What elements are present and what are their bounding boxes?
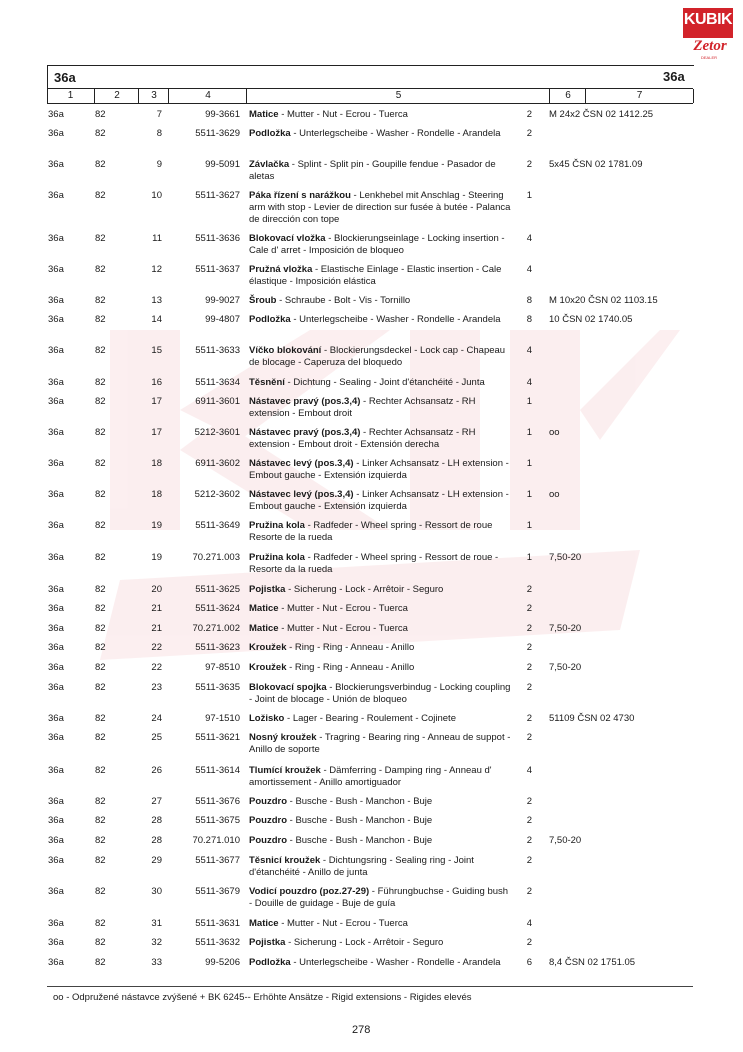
quantity-cell: 2	[526, 682, 532, 693]
note-cell: M 24x2 ČSN 02 1412.25	[549, 109, 654, 120]
section-cell: 36a	[48, 109, 64, 120]
quantity-cell: 2	[526, 937, 532, 948]
part-translations: - Dichtungsring - Sealing ring - Joint d'étanchéité - Anillo de junta	[249, 855, 474, 878]
logo-top-text: KUBIK	[683, 11, 733, 28]
part-translations: - Lager - Bearing - Roulement - Cojinete	[284, 713, 456, 724]
quantity-cell: 4	[526, 233, 532, 244]
group-cell: 82	[95, 937, 106, 948]
note-cell: 7,50-20	[549, 662, 582, 673]
logo-sub-text: DEALER	[701, 55, 718, 60]
section-cell: 36a	[48, 584, 64, 595]
part-translations: - Ring - Ring - Anneau - Anillo	[286, 662, 415, 673]
group-cell: 82	[95, 957, 106, 968]
position-cell: 22	[151, 662, 162, 673]
part-number-cell: 5511-3676	[195, 796, 240, 807]
quantity-cell: 1	[526, 520, 532, 531]
part-number-cell: 5511-3679	[195, 886, 240, 897]
part-name: Nástavec pravý (pos.3,4)	[249, 396, 361, 407]
position-cell: 26	[151, 765, 162, 776]
part-translations: - Busche - Bush - Manchon - Buje	[287, 815, 433, 826]
description-cell	[249, 918, 511, 930]
position-cell: 30	[151, 886, 162, 897]
description-cell	[249, 314, 511, 326]
quantity-cell: 2	[526, 642, 532, 653]
note-cell: 7,50-20	[549, 552, 582, 563]
part-name: Pojistka	[249, 937, 286, 948]
part-number-cell: 70.271.010	[192, 835, 240, 846]
section-cell: 36a	[48, 713, 64, 724]
part-translations: - Linker Achsansatz - LH extension -Embout gauche - Extensión izquierda	[249, 489, 509, 512]
part-number-cell: 5511-3633	[195, 345, 240, 356]
column-header: 4	[168, 89, 247, 103]
part-name: Pojistka	[249, 584, 286, 595]
part-name: Pružná vložka	[249, 264, 313, 275]
section-cell: 36a	[48, 377, 64, 388]
note-cell: oo	[549, 489, 560, 500]
part-name: Podložka	[249, 957, 291, 968]
part-name: Nosný kroužek	[249, 732, 317, 743]
position-cell: 12	[151, 264, 162, 275]
column-header: 3	[138, 89, 169, 103]
position-cell: 29	[151, 855, 162, 866]
part-number-cell: 5511-3625	[195, 584, 240, 595]
position-cell: 24	[151, 713, 162, 724]
part-number-cell: 5212-3602	[194, 489, 240, 500]
quantity-cell: 2	[526, 159, 532, 170]
part-number-cell: 97-8510	[205, 662, 240, 673]
part-translations: - Blockierungseinlage - Locking insertion - Cale d' arret - Imposición de bloqueo	[249, 233, 505, 256]
position-cell: 33	[151, 957, 162, 968]
part-name: Těsnicí kroužek	[249, 855, 321, 866]
group-cell: 82	[95, 264, 106, 275]
section-cell: 36a	[48, 835, 64, 846]
part-translations: - Tragring - Bearing ring - Anneau de suppot - Anillo de soporte	[249, 732, 511, 755]
note-cell: 5x45 ČSN 02 1781.09	[549, 159, 643, 170]
part-translations: - Führungbuchse - Guiding bush - Douille de guidage - Buje de guía	[249, 886, 509, 909]
group-cell: 82	[95, 458, 106, 469]
part-number-cell: 5511-3649	[195, 520, 240, 531]
description-cell	[249, 345, 511, 369]
part-number-cell: 5511-3623	[195, 642, 240, 653]
page-number: 278	[352, 1024, 371, 1036]
part-name: Pouzdro	[249, 835, 287, 846]
description-cell	[249, 396, 511, 420]
section-cell: 36a	[48, 159, 64, 170]
part-name: Závlačka	[249, 159, 290, 170]
position-cell: 31	[151, 918, 162, 929]
description-cell	[249, 128, 511, 140]
group-cell: 82	[95, 159, 106, 170]
group-cell: 82	[95, 682, 106, 693]
section-cell: 36a	[48, 623, 64, 634]
description-cell	[249, 427, 511, 451]
section-cell: 36a	[48, 682, 64, 693]
part-name: Ložisko	[249, 713, 285, 724]
part-name: Matice	[249, 603, 279, 614]
quantity-cell: 2	[526, 623, 532, 634]
part-number-cell: 5511-3636	[195, 233, 240, 244]
section-cell: 36a	[48, 796, 64, 807]
position-cell: 13	[151, 295, 162, 306]
column-header: 1	[67, 90, 74, 101]
description-cell	[249, 458, 511, 482]
quantity-cell: 1	[526, 552, 532, 563]
part-translations: - Mutter - Nut - Ecrou - Tuerca	[278, 109, 408, 120]
quantity-cell: 2	[526, 662, 532, 673]
quantity-cell: 2	[526, 855, 532, 866]
part-translations: - Mutter - Nut - Ecrou - Tuerca	[278, 918, 408, 929]
part-translations: - Linker Achsansatz - LH extension - Embout gauche - Extensión izquierda	[249, 458, 509, 481]
part-name: Pouzdro	[249, 796, 287, 807]
note-cell: 7,50-20	[549, 835, 582, 846]
part-name: Matice	[249, 918, 279, 929]
description-cell	[249, 520, 511, 544]
section-cell: 36a	[48, 937, 64, 948]
quantity-cell: 2	[526, 109, 532, 120]
group-cell: 82	[95, 713, 106, 724]
part-translations: - Unterlegscheibe - Washer - Rondelle - Arandela	[290, 957, 501, 968]
quantity-cell: 2	[526, 796, 532, 807]
group-cell: 82	[95, 552, 106, 563]
group-cell: 82	[95, 489, 106, 500]
position-cell: 15	[151, 345, 162, 356]
section-cell: 36a	[48, 815, 64, 826]
section-cell: 36a	[48, 552, 64, 563]
section-cell: 36a	[48, 642, 64, 653]
section-cell: 36a	[48, 295, 64, 306]
part-translations: - Splint - Split pin - Goupille fendue - Pasador de aletas	[249, 159, 496, 182]
part-name: Kroužek	[249, 642, 287, 653]
group-cell: 82	[95, 796, 106, 807]
section-cell: 36a	[48, 662, 64, 673]
position-cell: 27	[151, 796, 162, 807]
group-cell: 82	[95, 623, 106, 634]
part-number-cell: 5511-3675	[195, 815, 240, 826]
group-cell: 82	[95, 396, 106, 407]
part-name: Víčko blokování	[249, 345, 322, 356]
part-translations: - Mutter - Nut - Ecrou - Tuerca	[278, 623, 408, 634]
part-number-cell: 5511-3627	[195, 190, 240, 201]
part-translations: - Unterlegscheibe - Washer - Rondelle - Arandela	[290, 128, 501, 139]
description-cell	[249, 377, 511, 389]
position-cell: 9	[156, 159, 162, 170]
position-cell: 28	[151, 815, 162, 826]
section-cell: 36a	[48, 765, 64, 776]
part-number-cell: 5511-3629	[195, 128, 240, 139]
position-cell: 10	[151, 190, 162, 201]
part-translations: - Elastische Einlage - Elastic insertion - Cale élastique - Imposición elástica	[249, 264, 502, 287]
group-cell: 82	[95, 886, 106, 897]
section-cell: 36a	[48, 233, 64, 244]
section-label-left: 36a	[54, 70, 76, 85]
part-name: Vodicí pouzdro (poz.27-29)	[249, 886, 370, 897]
part-number-cell: 70.271.003	[192, 552, 240, 563]
note-cell: 7,50-20	[549, 623, 582, 634]
position-cell: 7	[156, 109, 162, 120]
column-header: 5	[246, 89, 550, 103]
position-cell: 22	[151, 642, 162, 653]
description-cell	[249, 713, 511, 725]
position-cell: 11	[152, 233, 162, 244]
footnote-divider	[47, 986, 693, 987]
group-cell: 82	[95, 584, 106, 595]
part-number-cell: 99-3661	[205, 109, 240, 120]
group-cell: 82	[95, 345, 106, 356]
description-cell	[249, 835, 511, 847]
group-cell: 82	[95, 427, 106, 438]
part-number-cell: 99-4807	[205, 314, 240, 325]
part-name: Kroužek	[249, 662, 287, 673]
note-cell: M 10x20 ČSN 02 1103.15	[549, 295, 658, 306]
part-number-cell: 5511-3632	[195, 937, 240, 948]
quantity-cell: 1	[526, 489, 532, 500]
group-cell: 82	[95, 109, 106, 120]
description-cell	[249, 159, 511, 183]
part-number-cell: 5511-3624	[195, 603, 240, 614]
part-number-cell: 5511-3677	[195, 855, 240, 866]
part-number-cell: 5511-3634	[195, 377, 240, 388]
quantity-cell: 2	[526, 713, 532, 724]
section-cell: 36a	[48, 855, 64, 866]
column-header: 6	[549, 89, 586, 103]
part-number-cell: 6911-3602	[195, 458, 240, 469]
position-cell: 23	[151, 682, 162, 693]
part-translations: - Busche - Bush - Manchon - Buje	[287, 796, 433, 807]
column-header: 7	[585, 89, 694, 103]
position-cell: 21	[151, 603, 162, 614]
section-cell: 36a	[48, 489, 64, 500]
description-cell	[249, 886, 511, 910]
description-cell	[249, 855, 511, 879]
footnote: oo - Odpružené nástavce zvýšené + BK 6245-- Erhöhte Ansätze - Rigid extensions - Rigides elevés	[53, 992, 472, 1003]
group-cell: 82	[95, 815, 106, 826]
section-cell: 36a	[48, 345, 64, 356]
part-name: Nástavec pravý (pos.3,4)	[249, 427, 361, 438]
group-cell: 82	[95, 642, 106, 653]
section-cell: 36a	[48, 886, 64, 897]
part-name: Nástavec levý (pos.3,4)	[249, 489, 354, 500]
description-cell	[249, 233, 511, 257]
quantity-cell: 1	[526, 190, 532, 201]
section-cell: 36a	[48, 603, 64, 614]
part-translations: - Rechter Achsansatz - RH extension - Embout droit	[249, 396, 476, 419]
description-cell	[249, 190, 511, 226]
quantity-cell: 4	[526, 918, 532, 929]
description-cell	[249, 732, 511, 756]
position-cell: 17	[151, 427, 162, 438]
position-cell: 20	[151, 584, 162, 595]
group-cell: 82	[95, 732, 106, 743]
part-translations: - Blockierungsdeckel - Lock cap - Chapeau de blocage - Caperuza del bloquedo	[249, 345, 506, 368]
description-cell	[249, 642, 511, 654]
section-cell: 36a	[48, 396, 64, 407]
section-cell: 36a	[48, 427, 64, 438]
section-cell: 36a	[48, 918, 64, 929]
part-translations: - Rechter Achsansatz - RH extension - Embout droit - Extensión derecha	[249, 427, 476, 450]
group-cell: 82	[95, 855, 106, 866]
quantity-cell: 6	[526, 957, 532, 968]
part-number-cell: 5511-3631	[195, 918, 240, 929]
description-cell	[249, 682, 511, 706]
part-translations: - Dämferring - Damping ring - Anneau d' amortissement - Anillo amortiguador	[249, 765, 492, 788]
quantity-cell: 8	[526, 314, 532, 325]
position-cell: 16	[151, 377, 162, 388]
description-cell	[249, 295, 511, 307]
column-header: 2	[94, 89, 139, 103]
section-cell: 36a	[48, 732, 64, 743]
description-cell	[249, 937, 511, 949]
group-cell: 82	[95, 603, 106, 614]
part-number-cell: 99-9027	[205, 295, 240, 306]
position-cell: 32	[151, 937, 162, 948]
part-name: Páka řízení s narážkou	[249, 190, 351, 201]
quantity-cell: 4	[526, 765, 532, 776]
group-cell: 82	[95, 835, 106, 846]
description-cell	[249, 765, 511, 789]
quantity-cell: 1	[526, 396, 532, 407]
part-name: Podložka	[249, 314, 291, 325]
part-name: Blokovací vložka	[249, 233, 326, 244]
note-cell: oo	[549, 427, 560, 438]
section-cell: 36a	[48, 520, 64, 531]
position-cell: 19	[151, 552, 162, 563]
part-translations: - Mutter - Nut - Ecrou - Tuerca	[278, 603, 408, 614]
part-name: Matice	[249, 109, 279, 120]
group-cell: 82	[95, 765, 106, 776]
description-cell	[249, 815, 511, 827]
part-name: Podložka	[249, 128, 291, 139]
section-cell: 36a	[48, 190, 64, 201]
part-translations: - Radfeder - Wheel spring - Ressort de roue - Resorte da la rueda	[249, 552, 499, 575]
quantity-cell: 4	[526, 264, 532, 275]
quantity-cell: 4	[526, 345, 532, 356]
part-name: Matice	[249, 623, 279, 634]
note-cell: 51109 ČSN 02 4730	[549, 713, 635, 724]
group-cell: 82	[95, 295, 106, 306]
section-cell: 36a	[48, 314, 64, 325]
part-translations: - Radfeder - Wheel spring - Ressort de roue Resorte de la rueda	[249, 520, 493, 543]
part-number-cell: 70.271.002	[192, 623, 240, 634]
part-name: Pružina kola	[249, 520, 305, 531]
quantity-cell: 8	[526, 295, 532, 306]
note-cell: 10 ČSN 02 1740.05	[549, 314, 633, 325]
description-cell	[249, 264, 511, 288]
section-cell: 36a	[48, 957, 64, 968]
part-name: Nástavec levý (pos.3,4)	[249, 458, 354, 469]
position-cell: 17	[151, 396, 162, 407]
position-cell: 18	[151, 458, 162, 469]
part-translations: - Sicherung - Lock - Arrêtoir - Seguro	[285, 937, 444, 948]
group-cell: 82	[95, 128, 106, 139]
part-number-cell: 6911-3601	[195, 396, 240, 407]
quantity-cell: 2	[526, 886, 532, 897]
part-name: Pouzdro	[249, 815, 287, 826]
group-cell: 82	[95, 520, 106, 531]
description-cell	[249, 623, 511, 635]
position-cell: 18	[151, 489, 162, 500]
part-number-cell: 97-1510	[205, 713, 240, 724]
part-number-cell: 5511-3614	[195, 765, 240, 776]
position-cell: 19	[151, 520, 162, 531]
part-name: Šroub	[249, 295, 277, 306]
part-number-cell: 99-5091	[205, 159, 240, 170]
quantity-cell: 4	[526, 377, 532, 388]
part-number-cell: 5511-3637	[195, 264, 240, 275]
section-cell: 36a	[48, 458, 64, 469]
note-cell: 8,4 ČSN 02 1751.05	[549, 957, 636, 968]
part-number-cell: 5511-3635	[195, 682, 240, 693]
quantity-cell: 1	[526, 427, 532, 438]
part-name: Tlumící kroužek	[249, 765, 321, 776]
description-cell	[249, 109, 511, 121]
part-name: Blokovací spojka	[249, 682, 327, 693]
position-cell: 28	[151, 835, 162, 846]
part-translations: - Lenkhebel mit Anschlag - Steering arm with stop - Levier de direction sur fusée à butée - Palanca de dirección con tope	[249, 190, 511, 225]
description-cell	[249, 662, 511, 674]
part-number-cell: 5212-3601	[194, 427, 240, 438]
description-cell	[249, 796, 511, 808]
part-translations: - Schraube - Bolt - Vis - Tornillo	[276, 295, 411, 306]
part-translations: - Blockierungsverbindug - Locking coupling - Joint de blocage - Unión de bloqueo	[249, 682, 511, 705]
description-cell	[249, 552, 511, 576]
quantity-cell: 2	[526, 603, 532, 614]
quantity-cell: 2	[526, 835, 532, 846]
group-cell: 82	[95, 377, 106, 388]
description-cell	[249, 603, 511, 615]
group-cell: 82	[95, 918, 106, 929]
quantity-cell: 2	[526, 732, 532, 743]
group-cell: 82	[95, 662, 106, 673]
position-cell: 8	[156, 128, 162, 139]
section-label-right: 36a	[663, 69, 685, 84]
part-translations: - Ring - Ring - Anneau - Anillo	[286, 642, 415, 653]
part-translations: - Busche - Bush - Manchon - Buje	[287, 835, 433, 846]
group-cell: 82	[95, 190, 106, 201]
group-cell: 82	[95, 314, 106, 325]
quantity-cell: 1	[526, 458, 532, 469]
position-cell: 21	[151, 623, 162, 634]
group-cell: 82	[95, 233, 106, 244]
description-cell	[249, 584, 511, 596]
part-name: Těsnění	[249, 377, 285, 388]
section-cell: 36a	[48, 128, 64, 139]
quantity-cell: 2	[526, 128, 532, 139]
quantity-cell: 2	[526, 584, 532, 595]
part-translations: - Dichtung - Sealing - Joint d'étanchéité - Junta	[284, 377, 485, 388]
position-cell: 14	[151, 314, 162, 325]
position-cell: 25	[151, 732, 162, 743]
description-cell	[249, 957, 511, 969]
logo-bottom-text: Zetor	[693, 38, 727, 54]
part-number-cell: 5511-3621	[195, 732, 240, 743]
section-cell: 36a	[48, 264, 64, 275]
part-number-cell: 99-5206	[205, 957, 240, 968]
part-name: Pružina kola	[249, 552, 305, 563]
description-cell	[249, 489, 511, 513]
part-translations: - Unterlegscheibe - Washer - Rondelle - Arandela	[290, 314, 501, 325]
part-translations: - Sicherung - Lock - Arrêtoir - Seguro	[285, 584, 444, 595]
quantity-cell: 2	[526, 815, 532, 826]
